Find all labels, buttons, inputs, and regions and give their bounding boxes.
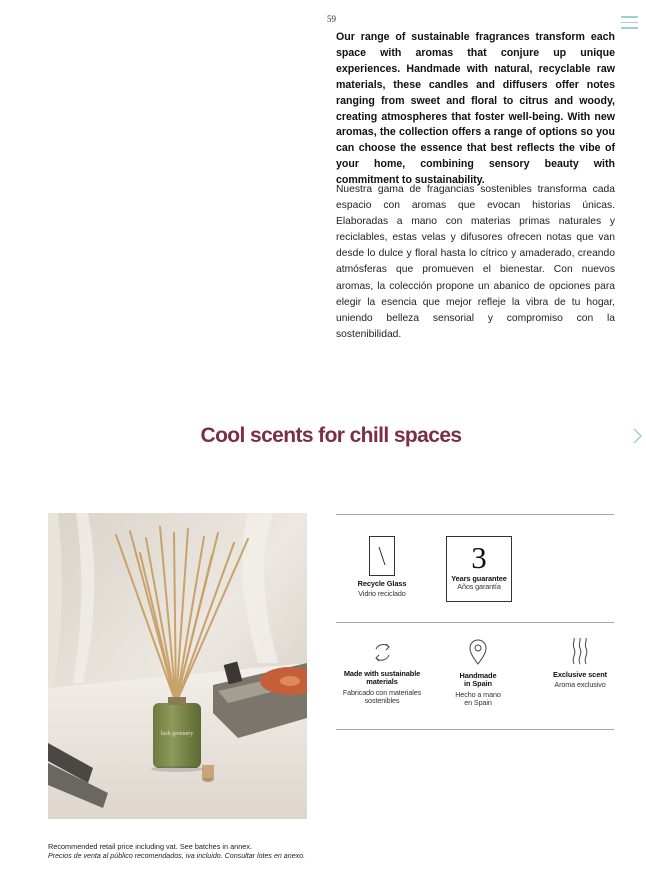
scent-icon [570, 636, 590, 666]
glass-icon [369, 536, 395, 576]
footer-spanish: Precios de venta al público recomendados, iva incluido. Consultar lotes en anexo. [48, 852, 306, 860]
location-pin-icon [468, 638, 488, 666]
chevron-right-icon[interactable] [630, 427, 644, 445]
product-photo [48, 513, 307, 819]
feature-exclusive-es: Aroma exclusivo [554, 680, 606, 690]
guarantee-en: Years guarantee [451, 574, 507, 583]
guarantee-es: Años garantía [457, 582, 501, 592]
footer-english: Recommended retail price including vat. See batches in annex. [48, 842, 253, 851]
feature-exclusive-en: Exclusive scent [553, 670, 607, 679]
feature-recycle-glass-en: Recycle Glass [357, 579, 407, 588]
feature-handmade-es: Hecho a mano en Spain [455, 689, 501, 708]
feature-recycle-glass-es: Vidrio reciclado [358, 589, 406, 599]
feature-handmade [440, 672, 516, 708]
feature-sustainable [338, 670, 426, 706]
recycle-icon [370, 640, 394, 666]
section-title: Cool scents for chill spaces [200, 424, 462, 447]
feature-sustainable-es: Fabricado con materiales sostenibles [342, 687, 422, 706]
feature-handmade-en: Handmade in Spain [459, 671, 497, 689]
intro-spanish: Nuestra gama de fragancias sostenibles transforma cada espacio con aromas que evocan historias únicas. Elaboradas a mano con materias primas naturales y reciclables, estas velas y difusores ofrecen notas que van desde lo dulce y floral hasta lo cítrico y amaderado, creando atmósferas que promueven el bienestar. Con nuevos aromas, la colección propone un abanico de opciones para elegir la esencia que mejor refleje la vibra de tu hogar, uniendo belleza sensorial y compromiso con la sostenibilidad. [336, 184, 615, 340]
feature-sustainable-en: Made with sustainable materials [343, 669, 421, 687]
feature-recycle-glass [344, 580, 420, 599]
intro-english: Our range of sustainable fragrances transform each space with aromas that conjure up unique experiences. Handmade with natural, recyclable raw materials, these candles and diffusers offer notes ranging from sweet and floral to citrus and woody, creating atmospheres that foster well-being. With new aromas, the collection offers a range of options so you can choose the essence that best reflects the vibe of your home, combining sensory beauty with commitment to sustainability. [336, 31, 615, 187]
feature-exclusive [542, 671, 618, 690]
page-number: 59 [327, 14, 336, 24]
divider-middle [336, 622, 614, 623]
svg-text:lush greenery: lush greenery [160, 731, 194, 737]
feature-guarantee [446, 536, 512, 602]
divider-top [336, 514, 614, 515]
guarantee-number: 3 [471, 540, 487, 575]
menu-icon[interactable] [621, 16, 638, 30]
divider-bottom [336, 729, 614, 730]
